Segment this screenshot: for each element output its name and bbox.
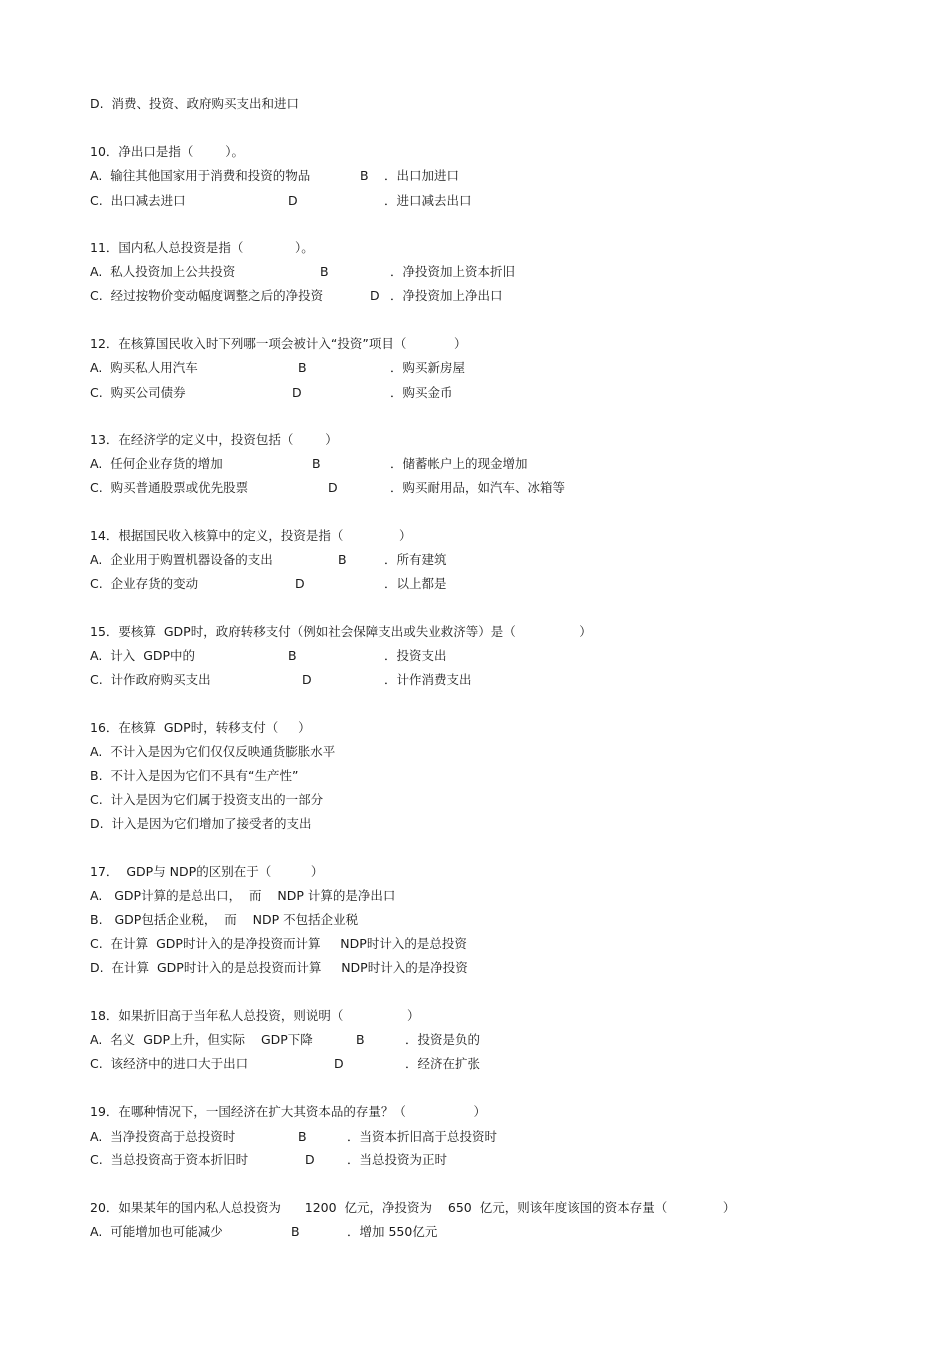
question-14-stem: 14．根据国民收入核算中的定义，投资是指（ ）: [90, 528, 412, 543]
question-10-option-c: C. 出口减去进口: [90, 193, 186, 208]
question-11-option-a: A. 私人投资加上公共投资: [90, 264, 236, 279]
question-18-option-a: A. 名义 GDP上升，但实际 GDP下降: [90, 1032, 313, 1047]
question-20-option-b-letter: B: [291, 1224, 300, 1239]
question-19-option-b-letter: B: [298, 1129, 307, 1144]
question-11-option-b: ．净投资加上资本折旧: [390, 264, 516, 279]
question-13-option-a: A. 任何企业存货的增加: [90, 456, 223, 471]
previous-question-option-d: D. 消费、投资、政府购买支出和进口: [90, 96, 300, 111]
question-14-option-c: C. 企业存货的变动: [90, 576, 199, 591]
question-16-option-d: D. 计入是因为它们增加了接受者的支出: [90, 816, 312, 831]
question-12-option-b: ．购买新房屋: [390, 360, 466, 375]
question-10-option-b-letter: B: [360, 168, 369, 183]
question-19-option-d: ．当总投资为正时: [347, 1152, 448, 1167]
question-13-stem: 13．在经济学的定义中，投资包括（ ）: [90, 432, 338, 447]
question-12-option-b-letter: B: [298, 360, 307, 375]
question-16-option-a: A. 不计入是因为它们仅仅反映通货膨胀水平: [90, 744, 336, 759]
question-17-stem: 17． GDP与 NDP的区别在于（ ）: [90, 864, 324, 879]
question-16-stem: 16．在核算 GDP时，转移支付（ ）: [90, 720, 311, 735]
question-15-option-b: ．投资支出: [384, 648, 447, 663]
question-18-option-d: ．经济在扩张: [405, 1056, 481, 1071]
question-13-option-b: ．储蓄帐户上的现金增加: [390, 456, 528, 471]
question-10-stem: 10．净出口是指（ ）。: [90, 144, 244, 159]
question-16-option-b: B. 不计入是因为它们不具有“生产性”: [90, 768, 299, 783]
question-17-option-b: B. GDP包括企业税， 而 NDP 不包括企业税: [90, 912, 359, 927]
question-11-option-d-letter: D: [370, 288, 380, 303]
question-13-option-d: ．购买耐用品，如汽车、冰箱等: [390, 480, 566, 495]
question-18-option-c: C. 该经济中的进口大于出口: [90, 1056, 249, 1071]
question-12-option-c: C. 购买公司债券: [90, 385, 186, 400]
question-15-option-c: C. 计作政府购买支出: [90, 672, 211, 687]
question-20-stem: 20．如果某年的国内私人总投资为 1200 亿元，净投资为 650 亿元，则该年度该国的资本存量（ ）: [90, 1200, 736, 1215]
question-15-option-d: ．计作消费支出: [384, 672, 472, 687]
question-12-stem: 12．在核算国民收入时下列哪一项会被计入“投资”项目（ ）: [90, 336, 467, 351]
question-19-option-a: A. 当净投资高于总投资时: [90, 1129, 236, 1144]
question-19-option-c: C. 当总投资高于资本折旧时: [90, 1152, 249, 1167]
question-14-option-b: ．所有建筑: [384, 552, 447, 567]
question-15-option-d-letter: D: [302, 672, 312, 687]
question-10-option-d: ．进口减去出口: [384, 193, 472, 208]
question-16-option-c: C. 计入是因为它们属于投资支出的一部分: [90, 792, 324, 807]
question-13-option-d-letter: D: [328, 480, 338, 495]
question-15-option-a: A. 计入 GDP中的: [90, 648, 196, 663]
question-10-option-a: A. 输往其他国家用于消费和投资的物品: [90, 168, 311, 183]
question-20-option-b: ．增加 550亿元: [347, 1224, 438, 1239]
question-19-option-d-letter: D: [305, 1152, 315, 1167]
question-18-option-b-letter: B: [356, 1032, 365, 1047]
question-11-option-b-letter: B: [320, 264, 329, 279]
question-11-option-c: C. 经过按物价变动幅度调整之后的净投资: [90, 288, 324, 303]
question-13-option-b-letter: B: [312, 456, 321, 471]
question-10-option-b: ．出口加进口: [384, 168, 460, 183]
question-17-option-c: C. 在计算 GDP时计入的是净投资而计算 NDP时计入的是总投资: [90, 936, 467, 951]
question-14-option-d-letter: D: [295, 576, 305, 591]
question-12-option-d: ．购买金币: [390, 385, 453, 400]
question-14-option-d: ．以上都是: [384, 576, 447, 591]
question-20-option-a: A. 可能增加也可能减少: [90, 1224, 223, 1239]
question-15-stem: 15．要核算 GDP时，政府转移支付（例如社会保障支出或失业救济等）是（ ）: [90, 624, 592, 639]
question-15-option-b-letter: B: [288, 648, 297, 663]
question-18-option-d-letter: D: [334, 1056, 344, 1071]
question-18-option-b: ．投资是负的: [405, 1032, 481, 1047]
question-12-option-d-letter: D: [292, 385, 302, 400]
question-14-option-a: A. 企业用于购置机器设备的支出: [90, 552, 273, 567]
question-14-option-b-letter: B: [338, 552, 347, 567]
question-13-option-c: C. 购买普通股票或优先股票: [90, 480, 249, 495]
question-17-option-d: D. 在计算 GDP时计入的是总投资而计算 NDP时计入的是净投资: [90, 960, 468, 975]
question-18-stem: 18．如果折旧高于当年私人总投资，则说明（ ）: [90, 1008, 420, 1023]
question-10-option-d-letter: D: [288, 193, 298, 208]
question-17-option-a: A. GDP计算的是总出口， 而 NDP 计算的是净出口: [90, 888, 396, 903]
question-12-option-a: A. 购买私人用汽车: [90, 360, 198, 375]
question-11-stem: 11．国内私人总投资是指（ ）。: [90, 240, 314, 255]
question-19-stem: 19．在哪种情况下，一国经济在扩大其资本品的存量？（ ）: [90, 1104, 486, 1119]
question-11-option-d: ．净投资加上净出口: [390, 288, 503, 303]
question-19-option-b: ．当资本折旧高于总投资时: [347, 1129, 498, 1144]
